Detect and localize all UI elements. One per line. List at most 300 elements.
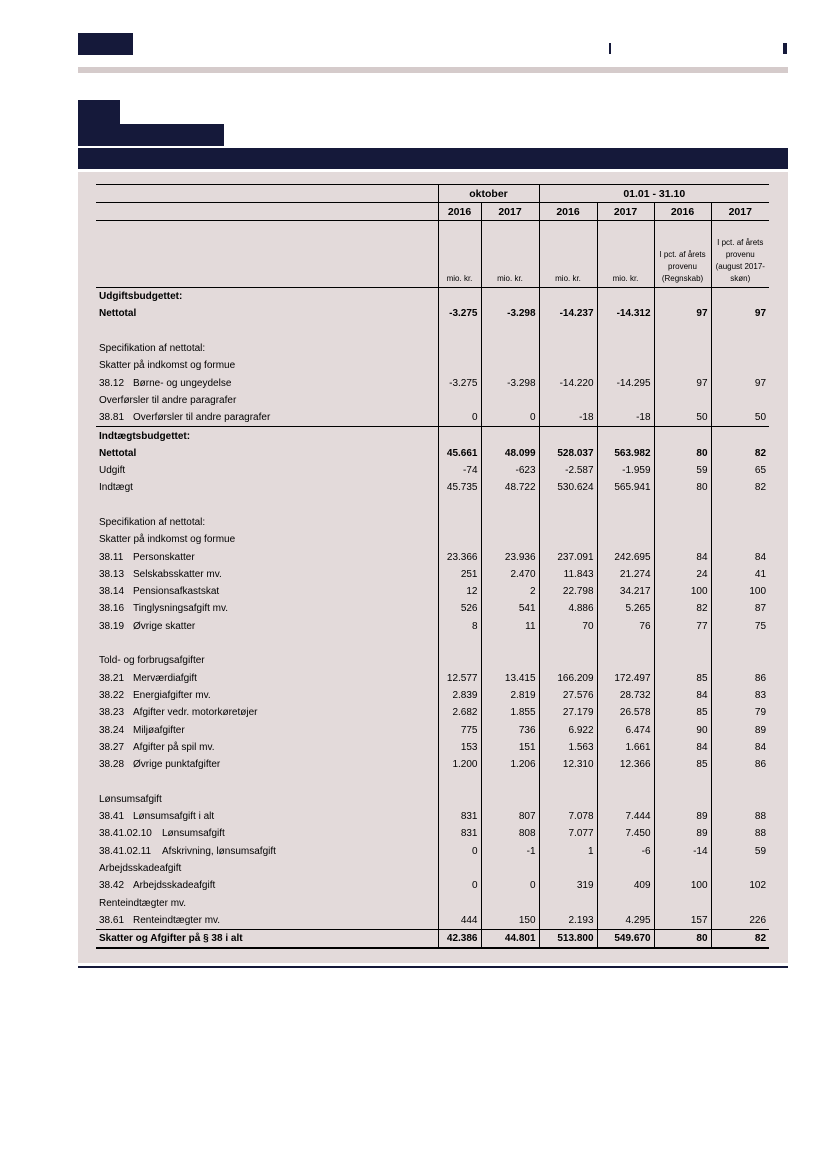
value-cell: -3.275 — [438, 305, 481, 322]
row-label-cell — [96, 860, 438, 877]
table-row — [96, 288, 769, 306]
value-cell: 28.732 — [597, 687, 654, 704]
value-cell: 82 — [711, 445, 769, 462]
row-label-cell — [96, 773, 438, 790]
value-cell: 50 — [711, 409, 769, 427]
row-code: 38.23 — [99, 707, 125, 719]
value-cell — [539, 773, 597, 790]
value-cell: -14.237 — [539, 305, 597, 322]
row-label: Tinglysningsafgift mv. — [133, 603, 229, 615]
header-rule — [78, 67, 788, 73]
value-cell: 528.037 — [539, 445, 597, 462]
value-cell: 831 — [438, 825, 481, 842]
table-row — [96, 445, 769, 462]
row-label: Indtægt — [99, 482, 133, 494]
value-cell: 77 — [654, 618, 711, 635]
value-cell — [539, 427, 597, 445]
value-cell: 90 — [654, 721, 711, 738]
value-cell: 2.682 — [438, 704, 481, 721]
row-label-cell — [96, 305, 438, 322]
row-label-cell — [96, 531, 438, 548]
total-cell: 44.801 — [481, 929, 539, 948]
row-code: 38.21 — [99, 672, 125, 684]
year-header: 2016 — [654, 203, 711, 221]
total-row — [96, 929, 769, 948]
value-cell: 11.843 — [539, 566, 597, 583]
value-cell — [438, 635, 481, 652]
value-cell: -2.587 — [539, 462, 597, 479]
value-cell — [539, 894, 597, 911]
row-label-cell — [96, 843, 438, 860]
table-row — [96, 739, 769, 756]
row-label: Afgifter på spil mv. — [133, 741, 215, 753]
value-cell — [481, 860, 539, 877]
value-cell: 0 — [481, 409, 539, 427]
value-cell: 1.206 — [481, 756, 539, 773]
table-row — [96, 756, 769, 773]
value-cell: 97 — [654, 374, 711, 391]
row-label-cell — [96, 548, 438, 565]
value-cell — [481, 288, 539, 306]
value-cell: 2.839 — [438, 687, 481, 704]
value-cell — [711, 860, 769, 877]
value-cell: 5.265 — [597, 600, 654, 617]
bottom-rule — [78, 966, 788, 968]
value-cell: 86 — [711, 670, 769, 687]
value-cell: 23.936 — [481, 548, 539, 565]
title-block — [120, 124, 224, 146]
row-label: Overførsler til andre paragrafer — [99, 394, 237, 406]
row-label: Øvrige punktafgifter — [133, 759, 221, 771]
value-cell: 807 — [481, 808, 539, 825]
value-cell — [654, 635, 711, 652]
row-label: Renteindtægter mv. — [133, 914, 221, 926]
value-cell: 6.922 — [539, 721, 597, 738]
value-cell: 22.798 — [539, 583, 597, 600]
value-cell — [438, 791, 481, 808]
row-label: Øvrige skatter — [133, 620, 196, 632]
value-cell: 2.470 — [481, 566, 539, 583]
value-cell: 45.661 — [438, 445, 481, 462]
total-cell: 80 — [654, 929, 711, 948]
value-cell: 65 — [711, 462, 769, 479]
value-cell — [654, 497, 711, 514]
value-cell — [481, 894, 539, 911]
unit-header: mio. kr. — [597, 221, 654, 288]
value-cell — [438, 427, 481, 445]
value-cell — [597, 392, 654, 409]
value-cell: 444 — [438, 912, 481, 930]
value-cell: 6.474 — [597, 721, 654, 738]
header-logo-block — [78, 33, 133, 55]
value-cell — [711, 323, 769, 340]
value-cell: 808 — [481, 825, 539, 842]
value-cell: 1 — [539, 843, 597, 860]
value-cell: 319 — [539, 877, 597, 894]
row-code: 38.11 — [99, 551, 124, 563]
row-label-cell — [96, 462, 438, 479]
row-code: 38.61 — [99, 914, 125, 926]
value-cell: 87 — [711, 600, 769, 617]
row-label-cell — [96, 912, 438, 930]
value-cell — [481, 514, 539, 531]
table-row — [96, 687, 769, 704]
value-cell — [654, 340, 711, 357]
value-cell — [481, 392, 539, 409]
value-cell — [539, 497, 597, 514]
value-cell: 50 — [654, 409, 711, 427]
value-cell: 12 — [438, 583, 481, 600]
table-row — [96, 374, 769, 391]
value-cell — [539, 323, 597, 340]
row-code: 38.19 — [99, 620, 125, 632]
value-cell — [539, 791, 597, 808]
table-row — [96, 305, 769, 322]
value-cell — [481, 497, 539, 514]
row-label-cell — [96, 808, 438, 825]
row-label-cell — [96, 756, 438, 773]
row-label-cell — [96, 670, 438, 687]
row-label: Overførsler til andre paragrafer — [133, 412, 271, 424]
row-label-cell — [96, 600, 438, 617]
group-header-row — [96, 185, 769, 203]
value-cell: -14.295 — [597, 374, 654, 391]
value-cell: 34.217 — [597, 583, 654, 600]
value-cell — [711, 357, 769, 374]
value-cell: 85 — [654, 670, 711, 687]
value-cell: 1.563 — [539, 739, 597, 756]
value-cell: 84 — [711, 548, 769, 565]
total-cell: 549.670 — [597, 929, 654, 948]
value-cell: 59 — [711, 843, 769, 860]
value-cell — [711, 497, 769, 514]
value-cell: 80 — [654, 479, 711, 496]
value-cell: 242.695 — [597, 548, 654, 565]
row-code: 38.28 — [99, 759, 125, 771]
value-cell: 526 — [438, 600, 481, 617]
row-label-cell — [96, 652, 438, 669]
value-cell: 12.577 — [438, 670, 481, 687]
value-cell: 26.578 — [597, 704, 654, 721]
year-header: 2017 — [481, 203, 539, 221]
value-cell: 97 — [711, 374, 769, 391]
value-cell: -3.275 — [438, 374, 481, 391]
value-cell — [711, 288, 769, 306]
row-label-cell — [96, 357, 438, 374]
value-cell — [597, 357, 654, 374]
value-cell: -3.298 — [481, 305, 539, 322]
value-cell: -18 — [539, 409, 597, 427]
row-label: Told- og forbrugsafgifter — [99, 655, 205, 667]
value-cell — [597, 773, 654, 790]
row-label: Indtægtsbudgettet: — [99, 430, 191, 442]
row-label: Skatter på indkomst og formue — [99, 534, 236, 546]
value-cell: 831 — [438, 808, 481, 825]
value-cell: 84 — [654, 739, 711, 756]
value-cell: 530.624 — [539, 479, 597, 496]
row-label: Miljøafgifter — [133, 724, 185, 736]
value-cell: 4.886 — [539, 600, 597, 617]
row-code: 38.41.02.11 — [99, 845, 152, 857]
value-cell: 409 — [597, 877, 654, 894]
value-cell: 84 — [654, 687, 711, 704]
row-label-cell — [96, 618, 438, 635]
row-label: Nettotal — [99, 447, 137, 459]
value-cell — [438, 497, 481, 514]
value-cell: 48.099 — [481, 445, 539, 462]
value-cell: -14.220 — [539, 374, 597, 391]
period-group-header: 01.01 - 31.10 — [539, 185, 769, 203]
value-cell: 1.855 — [481, 704, 539, 721]
value-cell: 2.819 — [481, 687, 539, 704]
value-cell — [438, 514, 481, 531]
value-cell: 70 — [539, 618, 597, 635]
value-cell — [539, 340, 597, 357]
value-cell — [654, 652, 711, 669]
value-cell — [481, 531, 539, 548]
value-cell — [438, 288, 481, 306]
year-header: 2017 — [711, 203, 769, 221]
value-cell: 89 — [654, 808, 711, 825]
value-cell: 226 — [711, 912, 769, 930]
value-cell: -1 — [481, 843, 539, 860]
value-cell: 12.366 — [597, 756, 654, 773]
row-label-cell — [96, 687, 438, 704]
value-cell — [597, 860, 654, 877]
value-cell: 45.735 — [438, 479, 481, 496]
value-cell — [438, 652, 481, 669]
unit-header: mio. kr. — [481, 221, 539, 288]
row-code: 38.41.02.10 — [99, 828, 152, 840]
table-row — [96, 618, 769, 635]
year-header: 2016 — [438, 203, 481, 221]
row-label: Udgiftsbudgettet: — [99, 291, 183, 303]
value-cell — [654, 860, 711, 877]
month-group-header: oktober — [438, 185, 539, 203]
row-label: Renteindtægter mv. — [99, 897, 187, 909]
table-row — [96, 566, 769, 583]
row-label: Udgift — [99, 465, 126, 477]
row-label-cell — [96, 877, 438, 894]
value-cell — [539, 514, 597, 531]
value-cell — [597, 323, 654, 340]
year-header-row — [96, 203, 769, 221]
value-cell — [539, 860, 597, 877]
table-row — [96, 704, 769, 721]
table-row — [96, 323, 769, 340]
value-cell: 100 — [654, 877, 711, 894]
value-cell — [438, 860, 481, 877]
value-cell: 82 — [654, 600, 711, 617]
title-block — [78, 100, 120, 146]
value-cell — [438, 531, 481, 548]
total-cell: 82 — [711, 929, 769, 948]
row-label-cell — [96, 894, 438, 911]
row-code: 38.12 — [99, 377, 125, 389]
value-cell: 59 — [654, 462, 711, 479]
row-label: Afgifter vedr. motorkøretøjer — [133, 707, 258, 719]
value-cell — [481, 427, 539, 445]
total-cell: 42.386 — [438, 929, 481, 948]
table-row — [96, 548, 769, 565]
value-cell: 157 — [654, 912, 711, 930]
row-label: Nettotal — [99, 308, 137, 320]
table-row — [96, 392, 769, 409]
value-cell — [654, 894, 711, 911]
total-cell: 513.800 — [539, 929, 597, 948]
row-label-cell — [96, 791, 438, 808]
value-cell — [711, 773, 769, 790]
value-cell — [654, 357, 711, 374]
value-cell: 27.179 — [539, 704, 597, 721]
value-cell: 79 — [711, 704, 769, 721]
value-cell: 1.200 — [438, 756, 481, 773]
value-cell — [711, 894, 769, 911]
table-row — [96, 773, 769, 790]
row-label-cell — [96, 288, 438, 306]
value-cell — [481, 357, 539, 374]
value-cell — [711, 635, 769, 652]
value-cell: 541 — [481, 600, 539, 617]
value-cell: 151 — [481, 739, 539, 756]
revenue-table — [96, 184, 769, 949]
value-cell: 2 — [481, 583, 539, 600]
row-label: Merværdiafgift — [133, 672, 197, 684]
value-cell — [711, 514, 769, 531]
row-label: Børne- og ungeydelse — [133, 377, 232, 389]
value-cell: 4.295 — [597, 912, 654, 930]
table-row — [96, 860, 769, 877]
value-cell — [481, 340, 539, 357]
row-label-cell — [96, 340, 438, 357]
value-cell: 8 — [438, 618, 481, 635]
value-cell: 102 — [711, 877, 769, 894]
row-code: 38.14 — [99, 586, 125, 598]
row-label: Skatter på indkomst og formue — [99, 360, 236, 372]
row-label: Afskrivning, lønsumsafgift — [162, 845, 276, 857]
value-cell — [597, 340, 654, 357]
table-row — [96, 462, 769, 479]
value-cell — [654, 514, 711, 531]
value-cell: 0 — [481, 877, 539, 894]
value-cell: 100 — [654, 583, 711, 600]
value-cell: 565.941 — [597, 479, 654, 496]
table-row — [96, 894, 769, 911]
row-label-cell — [96, 445, 438, 462]
value-cell — [711, 531, 769, 548]
value-cell: -74 — [438, 462, 481, 479]
table-title-band — [78, 148, 788, 169]
table-row — [96, 340, 769, 357]
total-label: Skatter og Afgifter på § 38 i alt — [96, 929, 438, 948]
value-cell — [481, 635, 539, 652]
value-cell — [711, 791, 769, 808]
unit-header: mio. kr. — [539, 221, 597, 288]
table-row — [96, 514, 769, 531]
value-cell: 150 — [481, 912, 539, 930]
value-cell: 82 — [711, 479, 769, 496]
value-cell: 48.722 — [481, 479, 539, 496]
value-cell — [597, 652, 654, 669]
row-code: 38.13 — [99, 568, 125, 580]
row-code: 38.81 — [99, 412, 125, 424]
value-cell: 736 — [481, 721, 539, 738]
value-cell — [654, 288, 711, 306]
row-label: Selskabsskatter mv. — [133, 568, 222, 580]
value-cell — [711, 652, 769, 669]
table-row — [96, 652, 769, 669]
value-cell: 27.576 — [539, 687, 597, 704]
value-cell: -18 — [597, 409, 654, 427]
value-cell: 75 — [711, 618, 769, 635]
year-header: 2016 — [539, 203, 597, 221]
value-cell — [539, 531, 597, 548]
value-cell — [481, 323, 539, 340]
row-code: 38.16 — [99, 603, 125, 615]
value-cell — [654, 392, 711, 409]
table-row — [96, 791, 769, 808]
table-row — [96, 427, 769, 445]
row-label-cell — [96, 479, 438, 496]
value-cell: 85 — [654, 756, 711, 773]
value-cell: 7.078 — [539, 808, 597, 825]
value-cell: 80 — [654, 445, 711, 462]
row-code: 38.42 — [99, 880, 125, 892]
value-cell: 88 — [711, 825, 769, 842]
value-cell: 0 — [438, 843, 481, 860]
value-cell — [539, 635, 597, 652]
row-label: Specifikation af nettotal: — [99, 517, 206, 528]
value-cell: 563.982 — [597, 445, 654, 462]
row-label: Arbejdsskadeafgift — [99, 862, 182, 874]
value-cell: 23.366 — [438, 548, 481, 565]
value-cell: -1.959 — [597, 462, 654, 479]
value-cell: 7.077 — [539, 825, 597, 842]
table-row — [96, 357, 769, 374]
row-label: Arbejdsskadeafgift — [133, 880, 216, 892]
value-cell: -6 — [597, 843, 654, 860]
row-label-cell — [96, 409, 438, 427]
value-cell: 13.415 — [481, 670, 539, 687]
value-cell: 97 — [654, 305, 711, 322]
row-label-cell — [96, 825, 438, 842]
table-row — [96, 825, 769, 842]
value-cell — [711, 340, 769, 357]
row-label-cell — [96, 392, 438, 409]
value-cell: 166.209 — [539, 670, 597, 687]
value-cell — [654, 323, 711, 340]
value-cell — [597, 894, 654, 911]
row-label: Specifikation af nettotal: — [99, 343, 206, 355]
row-label-cell — [96, 427, 438, 445]
value-cell: 89 — [654, 825, 711, 842]
value-cell — [711, 427, 769, 445]
row-label: Pensionsafkastskat — [133, 586, 220, 598]
table-row — [96, 843, 769, 860]
row-code: 38.27 — [99, 741, 125, 753]
row-label: Lønsumsafgift — [99, 793, 162, 805]
value-cell: 83 — [711, 687, 769, 704]
value-cell — [438, 357, 481, 374]
table-row — [96, 877, 769, 894]
pct-header-2016: I pct. af årets provenu (Regnskab) — [654, 221, 711, 288]
value-cell — [481, 791, 539, 808]
row-label: Lønsumsafgift i alt — [133, 811, 215, 823]
value-cell — [597, 791, 654, 808]
row-label-cell — [96, 323, 438, 340]
value-cell: 41 — [711, 566, 769, 583]
value-cell — [438, 894, 481, 911]
